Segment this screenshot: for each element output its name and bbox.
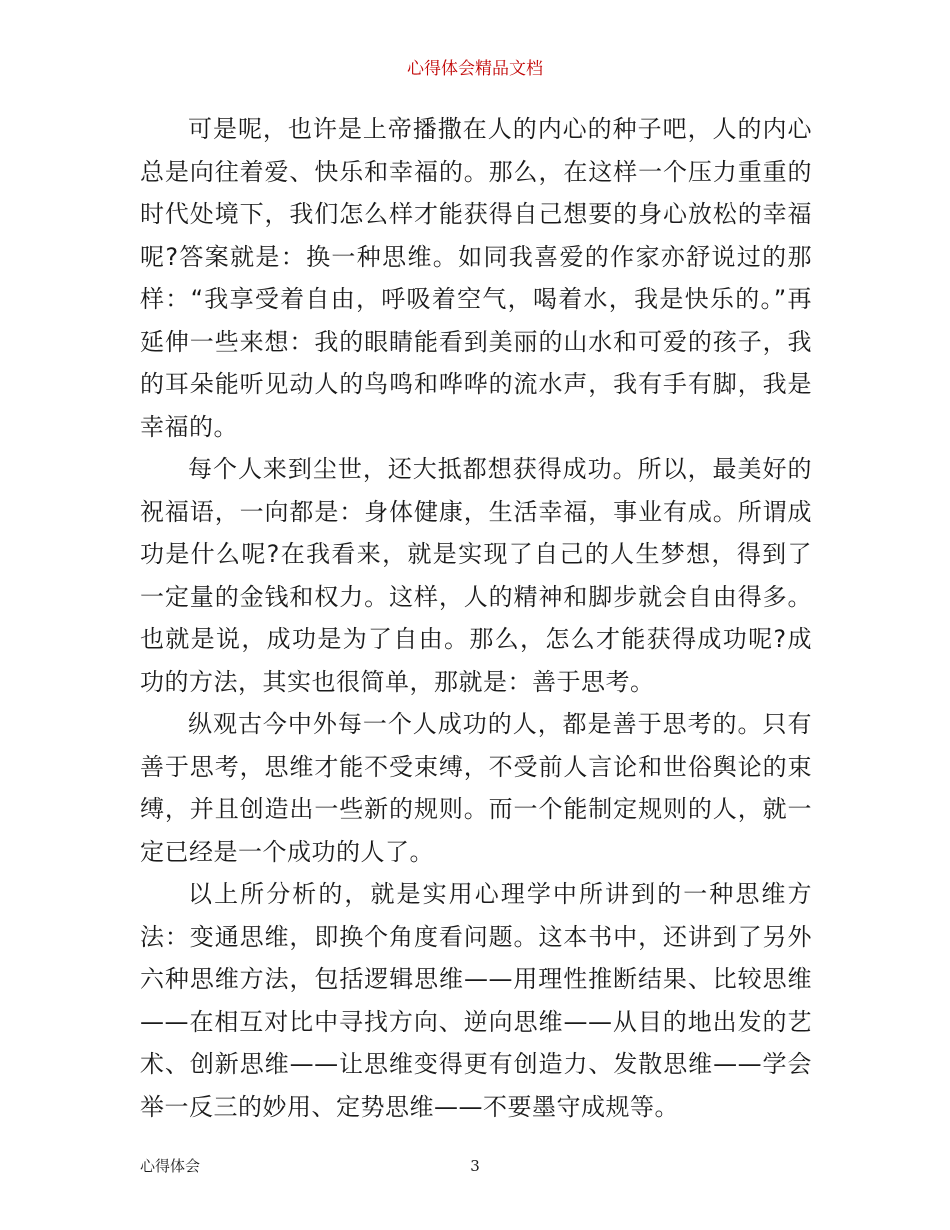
paragraph-4: 以上所分析的，就是实用心理学中所讲到的一种思维方法：变通思维，即换个角度看问题。这本书中，还讲到了另外六种思维方法，包括逻辑思维——用理性推断结果、比较思维——在相互对比中寻找方向、逆向思维——从目的地出发的艺术、创新思维——让思维变得更有创造力、发散思维——学会举一反三的妙用、定势思维——不要墨守成规等。 (140, 880, 812, 1121)
paragraph-2: 每个人来到尘世，还大抵都想获得成功。所以，最美好的祝福语，一向都是：身体健康，生活幸福，事业有成。所谓成功是什么呢?在我看来，就是实现了自己的人生梦想，得到了一定量的金钱和权力。这样，人的精神和脚步就会自由得多。也就是说，成功是为了自由。那么，怎么才能获得成功呢?成功的方法，其实也很简单，那就是：善于思考。 (140, 455, 812, 696)
paragraph-1: 可是呢，也许是上帝播撒在人的内心的种子吧，人的内心总是向往着爱、快乐和幸福的。那么，在这样一个压力重重的时代处境下，我们怎么样才能获得自己想要的身心放松的幸福呢?答案就是：换一种思维。如同我喜爱的作家亦舒说过的那样：“我享受着自由，呼吸着空气，喝着水，我是快乐的。”再延伸一些来想：我的眼睛能看到美丽的山水和可爱的孩子，我的耳朵能听见动人的鸟鸣和哗哗的流水声，我有手有脚，我是幸福的。 (140, 115, 812, 441)
footer-label: 心得体会 (140, 1157, 201, 1175)
page-header-title: 心得体会精品文档 (407, 59, 543, 79)
document-body (140, 108, 812, 1128)
page-number: 3 (470, 1157, 480, 1175)
paragraph-3: 纵观古今中外每一个人成功的人，都是善于思考的。只有善于思考，思维才能不受束缚，不受前人言论和世俗舆论的束缚，并且创造出一些新的规则。而一个能制定规则的人，就一定已经是一个成功的人了。 (140, 710, 812, 866)
